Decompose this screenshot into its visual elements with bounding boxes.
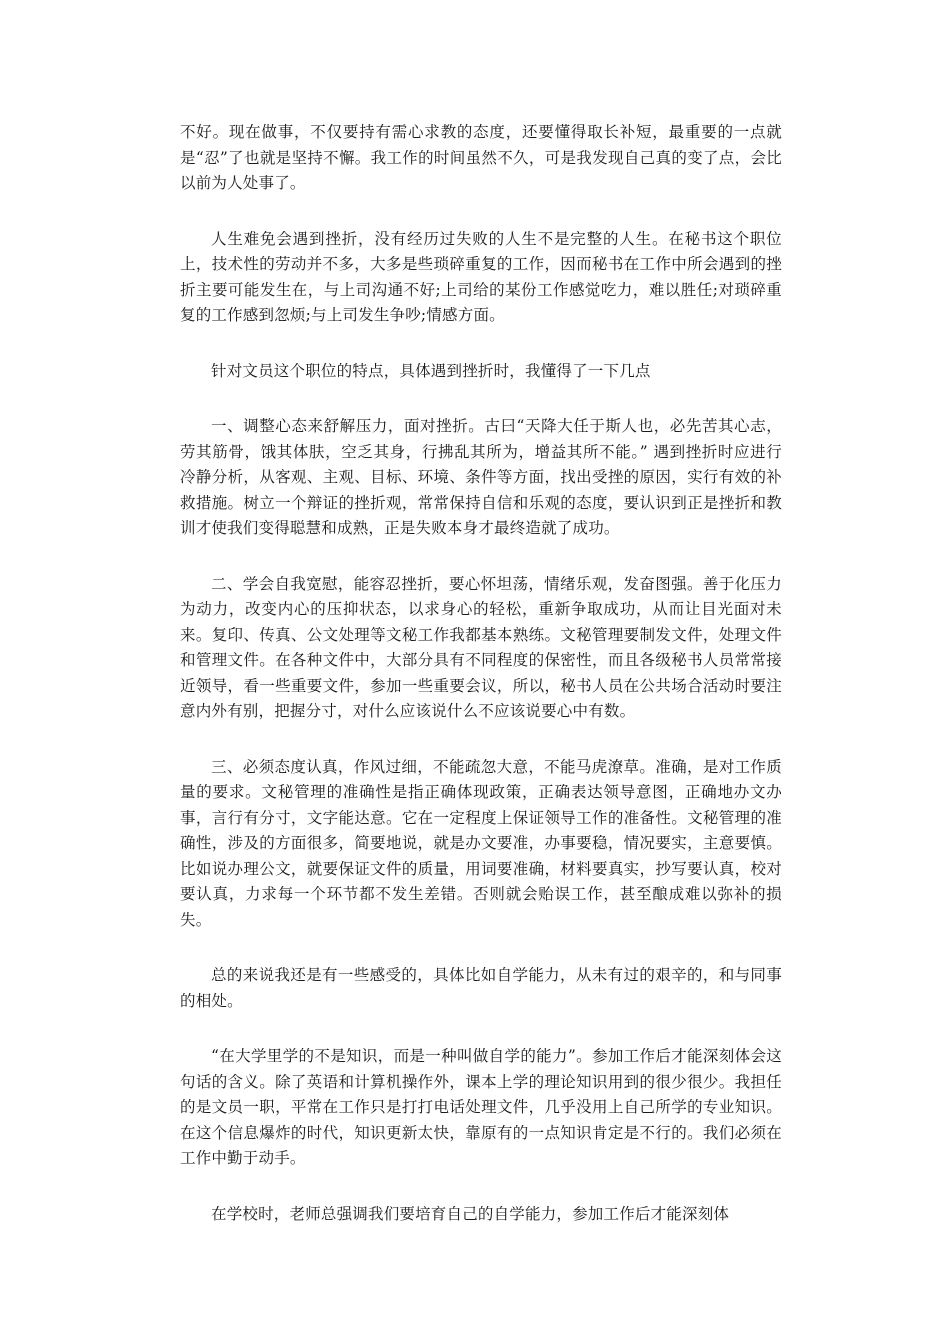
paragraph-4: 一、调整心态来舒解压力，面对挫折。古曰“天降大任于斯人也，必先苦其心志，劳其筋骨，饿其体肤，空乏其身，行拂乱其所为，增益其所不能。” 遇到挫折时应进行冷静分析，从客观、主观、目标、环境、条件等方面，找出受挫的原因，实行有效的补救措施。树立一个辩证的挫折观，常常保持自信和乐观的态度，要认识到正是挫折和教训才使我们变得聪慧和成熟，正是失败本身才最终造就了成功。 [180, 417, 782, 537]
paragraph-9: 在学校时，老师总强调我们要培育自己的自学能力，参加工作后才能深刻体 [211, 1204, 730, 1223]
paragraph-3: 针对文员这个职位的特点，具体遇到挫折时，我懂得了一下几点 [211, 361, 651, 380]
paragraph-2: 人生难免会遇到挫折，没有经历过失败的人生不是完整的人生。在秘书这个职位上，技术性的劳动并不多，大多是些琐碎重复的工作，因而秘书在工作中所会遇到的挫折主要可能发生在，与上司沟通不好;上司给的某份工作感觉吃力，难以胜任;对琐碎重复的工作感到忽烦;与上司发生争吵;情感方面。 [180, 229, 782, 324]
document-page [180, 120, 782, 1257]
paragraph-8: “在大学里学的不是知识，而是一种叫做自学的能力”。参加工作后才能深刻体会这句话的含义。除了英语和计算机操作外，课本上学的理论知识用到的很少很少。我担任的是文员一职，平常在工作只是打打电话处理文件，几乎没用上自己所学的专业知识。在这个信息爆炸的时代，知识更新太快，靠原有的一点知识肯定是不行的。我们必须在工作中勤于动手。 [180, 1047, 782, 1167]
paragraph-6: 三、必须态度认真，作风过细，不能疏忽大意，不能马虎潦草。准确，是对工作质量的要求。文秘管理的准确性是指正确体现政策，正确表达领导意图，正确地办文办事，言行有分寸，文字能达意。它在一定程度上保证领导工作的准备性。文秘管理的准确性，涉及的方面很多，简要地说，就是办文要准，办事要稳，情况要实，主意要慎。比如说办理公文，就要保证文件的质量，用词要准确，材料要真实，抄写要认真，校对要认真，力求每一个环节都不发生差错。否则就会贻误工作，甚至酿成难以弥补的损失。 [180, 757, 782, 929]
paragraph-7: 总的来说我还是有一些感受的，具体比如自学能力，从未有过的艰辛的，和与同事的相处。 [180, 966, 782, 1010]
paragraph-1: 不好。现在做事，不仅要持有需心求教的态度，还要懂得取长补短，最重要的一点就是“忍”了也就是坚持不懈。我工作的时间虽然不久，可是我发现自己真的变了点，会比以前为人处事了。 [180, 123, 782, 192]
paragraph-5: 二、学会自我宽慰，能容忍挫折，要心怀坦荡，情绪乐观，发奋图强。善于化压力为动力，改变内心的压抑状态，以求身心的轻松，重新争取成功，从而让目光面对未来。复印、传真、公文处理等文秘工作我都基本熟练。文秘管理要制发文件，处理文件和管理文件。在各种文件中，大部分具有不同程度的保密性，而且各级秘书人员常常接近领导，看一些重要文件，参加一些重要会议，所以，秘书人员在公共场合活动时要注意内外有别，把握分寸，对什么应该说什么不应该说要心中有数。 [180, 574, 782, 720]
